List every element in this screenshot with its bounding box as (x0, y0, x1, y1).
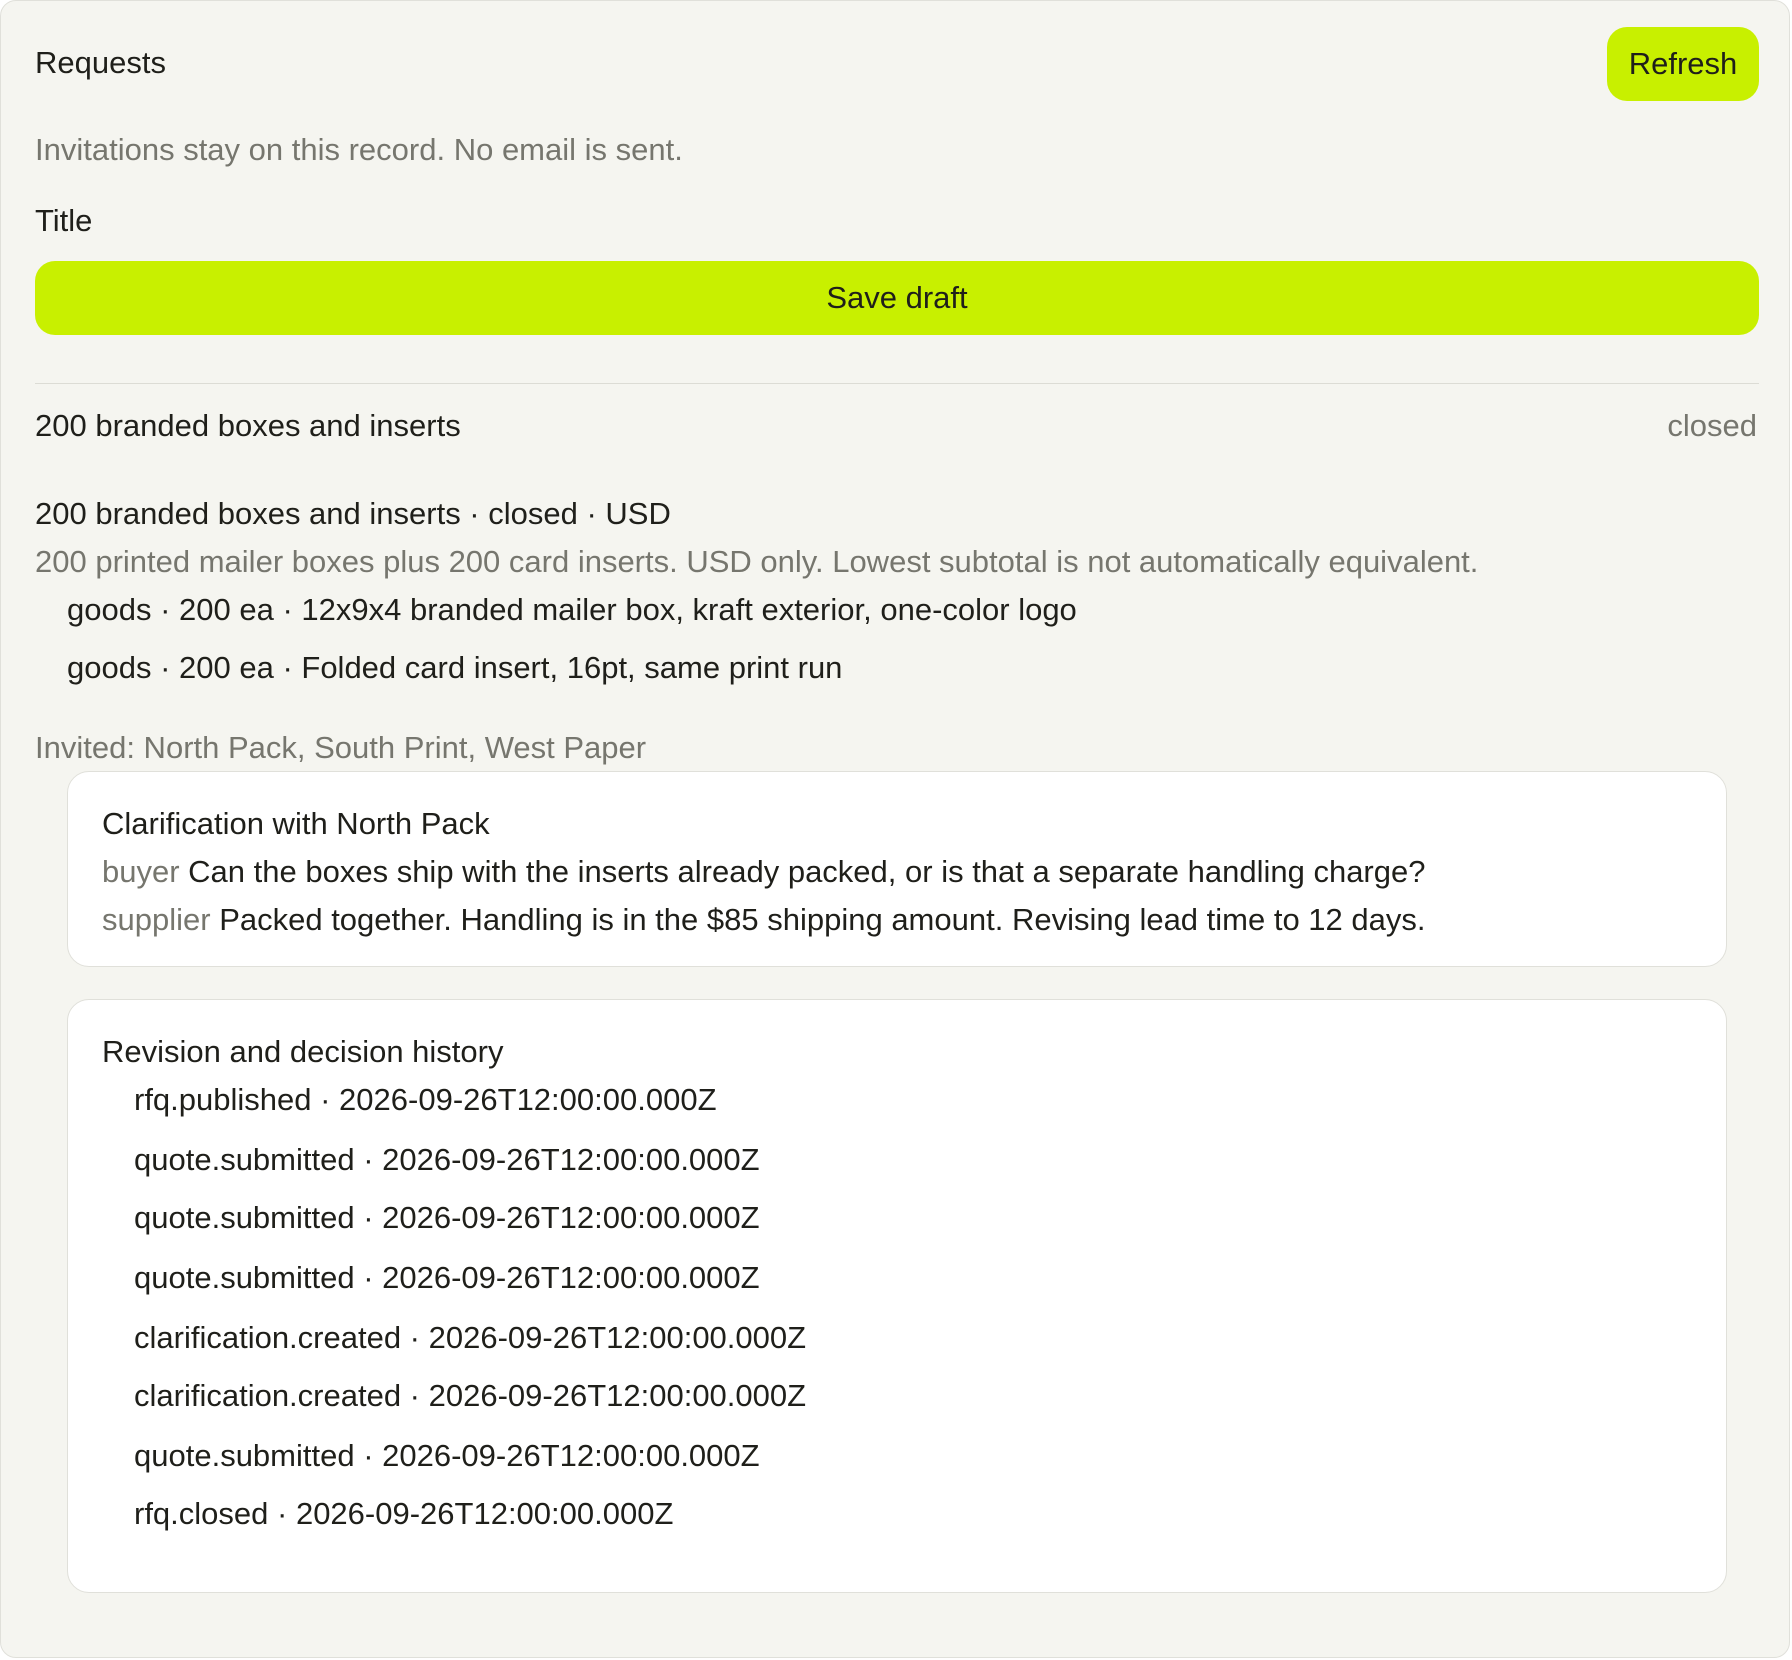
refresh-button[interactable]: Refresh (1607, 27, 1759, 101)
rfq-summary: 200 branded boxes and inserts · closed · USD (35, 496, 671, 531)
history-event: rfq.closed · 2026-09-26T12:00:00.000Z (134, 1496, 674, 1531)
history-card (67, 999, 1727, 1593)
message-role: buyer (102, 854, 180, 889)
title-field-label: Title (35, 203, 93, 238)
line-item: goods · 200 ea · 12x9x4 branded mailer box, kraft exterior, one-color logo (67, 592, 1077, 627)
page-title: Requests (35, 45, 166, 80)
message-text: Can the boxes ship with the inserts already packed, or is that a separate handling charge? (188, 854, 1426, 889)
history-event: clarification.created · 2026-09-26T12:00:00.000Z (134, 1320, 807, 1355)
clarification-message-supplier (102, 902, 1426, 938)
rfq-title: 200 branded boxes and inserts (35, 408, 461, 443)
history-event: rfq.published · 2026-09-26T12:00:00.000Z (134, 1082, 717, 1117)
history-title: Revision and decision history (102, 1034, 504, 1069)
save-draft-button[interactable]: Save draft (35, 261, 1759, 335)
message-role: supplier (102, 902, 211, 937)
section-divider (35, 383, 1759, 384)
clarification-card (67, 771, 1727, 967)
page-subtitle: Invitations stay on this record. No email is sent. (35, 132, 683, 167)
history-event: quote.submitted · 2026-09-26T12:00:00.000Z (134, 1200, 760, 1235)
history-event: clarification.created · 2026-09-26T12:00:00.000Z (134, 1378, 807, 1413)
rfq-description: 200 printed mailer boxes plus 200 card inserts. USD only. Lowest subtotal is not automatically equivalent. (35, 544, 1479, 579)
rfq-status-badge: closed (1667, 408, 1757, 443)
message-text: Packed together. Handling is in the $85 shipping amount. Revising lead time to 12 days. (219, 902, 1426, 937)
clarification-title: Clarification with North Pack (102, 806, 490, 841)
line-item: goods · 200 ea · Folded card insert, 16pt, same print run (67, 650, 843, 685)
invited-suppliers: Invited: North Pack, South Print, West Paper (35, 730, 647, 765)
history-event: quote.submitted · 2026-09-26T12:00:00.000Z (134, 1438, 760, 1473)
clarification-message-buyer (102, 854, 1425, 890)
history-event: quote.submitted · 2026-09-26T12:00:00.000Z (134, 1142, 760, 1177)
history-event: quote.submitted · 2026-09-26T12:00:00.000Z (134, 1260, 760, 1295)
